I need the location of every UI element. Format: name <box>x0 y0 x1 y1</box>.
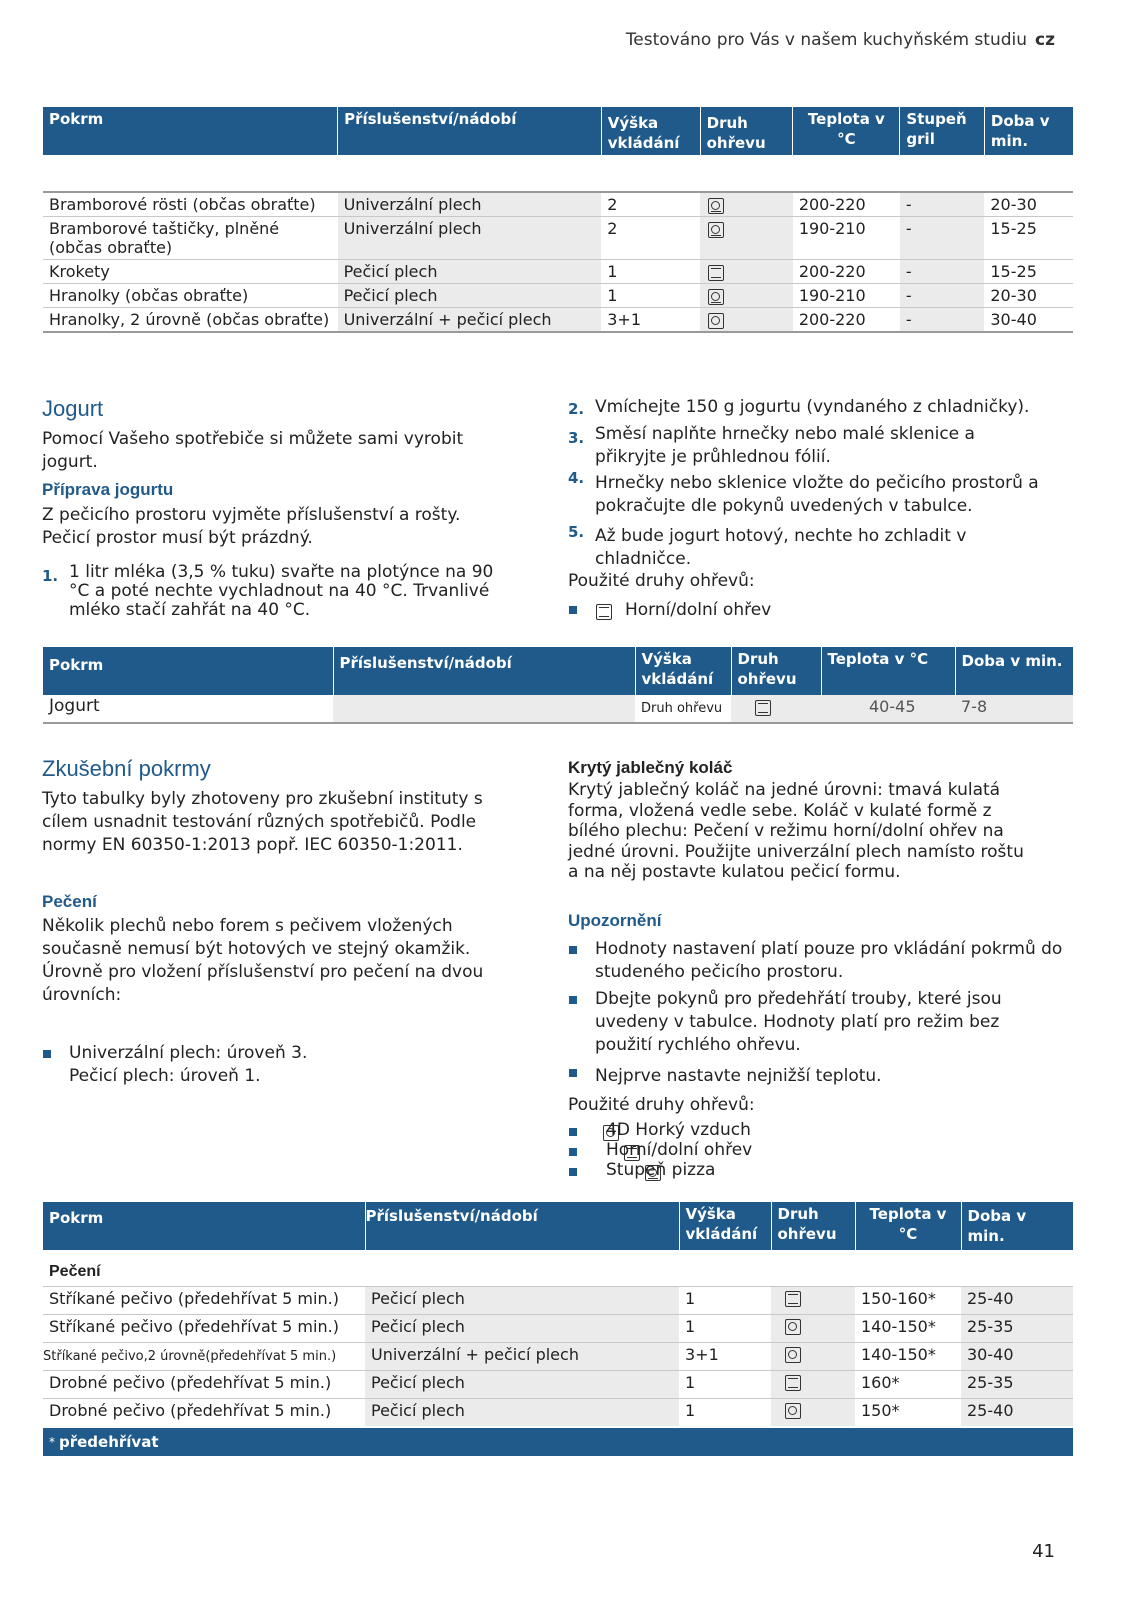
jogurt-intro: Pomocí Vašeho spotřebiče si můžete sami vyrobit jogurt. <box>42 429 464 472</box>
cell-time: 30-40 <box>984 308 1073 333</box>
th-time: Doba v min. <box>961 1202 1073 1250</box>
cell-temp: 150-160* <box>855 1286 961 1314</box>
cell-height: 2 <box>601 192 700 217</box>
table-row <box>43 1370 1073 1398</box>
th-grill: Stupeň gril <box>900 107 984 155</box>
step-number: 5. <box>568 523 585 541</box>
cell-heat <box>700 260 793 284</box>
th-temp: Teplota v °C <box>821 647 955 695</box>
cell-grill: - <box>900 217 984 260</box>
heat-used-label: Použité druhy ohřevů: <box>568 571 755 591</box>
cell-accessory: Pečicí plech <box>365 1314 679 1342</box>
cell-heat <box>771 1370 855 1398</box>
bullet <box>569 1168 577 1176</box>
step-number: 1. <box>42 567 59 585</box>
bullet <box>569 996 577 1004</box>
heat-item: Stupeň pizza <box>606 1160 716 1180</box>
cell-height: 1 <box>601 284 700 308</box>
cell-time: 25-35 <box>961 1370 1073 1398</box>
baking-text: Několik plechů nebo forem s pečivem vložených současně nemusí být hotových ve stejný okamžik. Úrovně pro vložení příslušenství pro pečení na dvou úrovních: <box>42 916 484 1005</box>
cell-heat <box>771 1398 855 1426</box>
cell-grill: - <box>900 260 984 284</box>
heat-item: 4D Horký vzduch <box>606 1120 751 1140</box>
cell-temp: 140-150* <box>855 1314 961 1342</box>
th-dish: Pokrm <box>43 1202 365 1250</box>
cell-dish: Drobné pečivo (předehřívat 5 min.) <box>43 1370 365 1398</box>
cell-accessory: Pečicí plech <box>365 1286 679 1314</box>
cell-time: 25-35 <box>961 1314 1073 1342</box>
th-time: Doba v min. <box>955 647 1073 695</box>
cell-heat <box>771 1314 855 1342</box>
step-text: Vmíchejte 150 g jogurtu (vyndaného z chladničky). <box>595 397 1030 417</box>
cell-time: 15-25 <box>984 260 1073 284</box>
header-lang: cz <box>1035 30 1055 50</box>
cell-accessory: Univerzální + pečicí plech <box>338 308 602 333</box>
note-item: Dbejte pokynů pro předehřátí trouby, které jsou uvedeny v tabulce. Hodnoty platí pro režim bez použití rychlého ohřevu. <box>595 989 1002 1055</box>
th-height: Výška vkládání <box>601 107 700 155</box>
cell-height: 1 <box>679 1286 771 1314</box>
table-row <box>43 192 1073 217</box>
th-accessory: Příslušenství/nádobí <box>365 1202 679 1250</box>
levels-1: Univerzální plech: úroveň 3. <box>69 1043 308 1063</box>
footnote <box>43 1428 1073 1456</box>
cell-accessory <box>333 695 635 723</box>
note-title: Upozornění <box>568 911 662 930</box>
test-title: Zkušební pokrmy <box>42 756 211 781</box>
cell-temp: 40-45 <box>821 695 955 723</box>
pizza-icon <box>708 198 724 214</box>
cell-height: 1 <box>685 1400 696 1420</box>
header-title: Testováno pro Vás v našem kuchyňském studiu <box>625 30 1028 50</box>
cell-height: 2 <box>601 217 700 260</box>
heat-item: Horní/dolní ohřev <box>625 600 772 620</box>
pizza-icon <box>708 289 724 305</box>
table-row <box>43 1286 1073 1314</box>
th-temp: Teplota v °C <box>855 1202 961 1250</box>
table-row <box>43 308 1073 333</box>
step-text: Hrnečky nebo sklenice vložte do pečicího prostorů a pokračujte dle pokynů uvedených v tabulce. <box>595 473 1039 516</box>
cell-accessory: Pečicí plech <box>365 1370 679 1398</box>
table-row <box>43 695 1073 723</box>
step-text: 1 litr mléka (3,5 % tuku) svařte na plotýnce na 90 °C a poté nechte vychladnout na 40 °C. Trvanlivé mléko stačí zahřát na 40 °C. <box>69 562 494 620</box>
cell-dish: Bramborové rösti (občas obraťte) <box>43 192 338 217</box>
th-heat: Druh ohřevu <box>700 107 793 155</box>
table-row <box>43 284 1073 308</box>
step-text: Směsí naplňte hrnečky nebo malé sklenice a přikryjte je průhlednou fólií. <box>595 424 975 467</box>
cell-accessory: Pečicí plech <box>365 1398 679 1426</box>
cell-temp: 190-210 <box>793 284 900 308</box>
table-row <box>43 1398 1073 1426</box>
cell-dish: Hranolky (občas obraťte) <box>43 284 338 308</box>
cell-accessory: Univerzální plech <box>338 217 602 260</box>
table-1 <box>43 107 1073 333</box>
th-heat: Druh ohřevu <box>731 647 821 695</box>
cell-time: 25-40 <box>961 1286 1073 1314</box>
fan-icon <box>708 313 724 329</box>
footnote-star: * <box>49 1435 55 1449</box>
cell-time: 7-8 <box>955 695 1073 723</box>
bullet <box>569 1128 577 1136</box>
top-bottom-heat-icon <box>708 265 724 281</box>
cell-time: 15-25 <box>984 217 1073 260</box>
cell-heat <box>700 192 793 217</box>
cell-accessory: Pečicí plech <box>338 260 602 284</box>
pizza-icon <box>708 222 724 238</box>
fan-icon <box>785 1347 801 1363</box>
cell-height: 3+1 <box>679 1342 771 1370</box>
table-row <box>43 217 1073 260</box>
step-number: 2. <box>568 400 585 418</box>
fan-icon <box>785 1319 801 1335</box>
cell-dish: Krokety <box>43 260 338 284</box>
bullet <box>43 1050 51 1058</box>
bullet <box>569 1148 577 1156</box>
cell-heat <box>771 1342 855 1370</box>
cell-height: 3+1 <box>601 308 700 333</box>
table-row <box>43 260 1073 284</box>
table-2 <box>43 647 1073 724</box>
cell-height: 1 <box>601 260 700 284</box>
jogurt-title: Jogurt <box>42 396 104 421</box>
th-accessory: Příslušenství/nádobí <box>338 107 602 155</box>
cell-time: 30-40 <box>961 1342 1073 1370</box>
th-height: Výška vkládání <box>635 647 731 695</box>
bullet <box>569 946 577 954</box>
cell-time: 20-30 <box>984 192 1073 217</box>
cell-height: 1 <box>679 1370 771 1398</box>
table-3 <box>43 1202 1073 1426</box>
footnote-text: předehřívat <box>59 1433 159 1451</box>
th-heat: Druh ohřevu <box>771 1202 855 1250</box>
cell-temp: 200-220 <box>793 308 900 333</box>
step-text: Až bude jogurt hotový, nechte ho zchladit v chladničce. <box>595 526 967 569</box>
cell-heat <box>700 284 793 308</box>
test-intro: Tyto tabulky byly zhotoveny pro zkušební instituty s cílem usnadnit testování různých spotřebičů. Podle normy EN 60350-1:2013 popř. IEC 60350-1:2011. <box>42 789 483 855</box>
page-header <box>626 30 1055 50</box>
cell-accessory: Pečicí plech <box>338 284 602 308</box>
fan-icon <box>785 1403 801 1419</box>
cell-temp: 200-220 <box>793 260 900 284</box>
jogurt-prep: Z pečicího prostoru vyjměte příslušenství a rošty. Pečicí prostor musí být prázdný. <box>42 505 461 548</box>
th-dish: Pokrm <box>43 647 333 695</box>
cell-dish: Drobné pečivo (předehřívat 5 min.) <box>49 1400 332 1420</box>
cell-heat <box>700 308 793 333</box>
bullet <box>569 606 577 614</box>
top-bottom-heat-icon <box>755 700 771 716</box>
th-height: Výška vkládání <box>679 1202 771 1250</box>
jogurt-subtitle: Příprava jogurtu <box>42 480 174 499</box>
top-bottom-heat-icon <box>596 604 612 620</box>
cell-heat <box>700 217 793 260</box>
top-bottom-heat-icon <box>785 1291 801 1307</box>
page-number: 41 <box>1032 1541 1055 1562</box>
pie-title: Krytý jablečný koláč <box>568 758 733 777</box>
cell-grill: - <box>900 192 984 217</box>
th-accessory: Příslušenství/nádobí <box>333 647 635 695</box>
cell-temp: 200-220 <box>793 192 900 217</box>
cell-temp: 140-150* <box>855 1342 961 1370</box>
heat-used-label: Použité druhy ohřevů: <box>568 1095 755 1115</box>
levels-2: Pečicí plech: úroveň 1. <box>69 1066 261 1086</box>
cell-dish: Bramborové taštičky, plněné (občas obraťte) <box>43 217 338 260</box>
heat-item: Horní/dolní ohřev <box>606 1140 753 1160</box>
cell-height: Druh ohřevu <box>635 695 731 723</box>
cell-temp: 150* <box>861 1400 900 1420</box>
cell-dish: Stříkané pečivo (předehřívat 5 min.) <box>43 1314 365 1342</box>
cell-temp: 190-210 <box>793 217 900 260</box>
th-dish: Pokrm <box>43 107 338 155</box>
cell-height: 1 <box>679 1314 771 1342</box>
cell-grill: - <box>900 308 984 333</box>
th-time: Doba v min. <box>984 107 1073 155</box>
note-item: Hodnoty nastavení platí pouze pro vkládání pokrmů do studeného pečicího prostoru. <box>595 939 1063 982</box>
cell-temp: 160* <box>855 1370 961 1398</box>
cell-dish: Hranolky, 2 úrovně (občas obraťte) <box>43 308 338 333</box>
section-label: Pečení <box>43 1250 1073 1286</box>
cell-dish: Stříkané pečivo,2 úrovně(předehřívat 5 min.) <box>43 1342 365 1370</box>
cell-accessory: Univerzální plech <box>338 192 602 217</box>
cell-heat <box>771 1286 855 1314</box>
th-temp: Teplota v °C <box>793 107 900 155</box>
note-item: Nejprve nastavte nejnižší teplotu. <box>595 1066 882 1086</box>
table-row <box>43 1342 1073 1370</box>
cell-dish: Stříkané pečivo (předehřívat 5 min.) <box>43 1286 365 1314</box>
step-number: 3. <box>568 429 585 447</box>
cell-grill: - <box>900 284 984 308</box>
bullet <box>569 1069 577 1077</box>
cell-dish: Jogurt <box>43 695 333 723</box>
table-row <box>43 1314 1073 1342</box>
cell-time: 25-40 <box>961 1398 1073 1426</box>
top-bottom-heat-icon <box>785 1375 801 1391</box>
cell-heat <box>731 695 821 723</box>
pie-text: Krytý jablečný koláč na jedné úrovni: tmavá kulatá forma, vložená vedle sebe. Koláč v kulaté formě z bílého plechu: Pečení v režimu horní/dolní ohřev na jedné úrovni. Použijte univerzální plech namísto roštu a na něj postavte kulatou pečicí formu. <box>568 780 1024 882</box>
step-number: 4. <box>568 469 585 487</box>
cell-time: 20-30 <box>984 284 1073 308</box>
cell-accessory: Univerzální + pečicí plech <box>365 1342 679 1370</box>
baking-title: Pečení <box>42 892 97 911</box>
